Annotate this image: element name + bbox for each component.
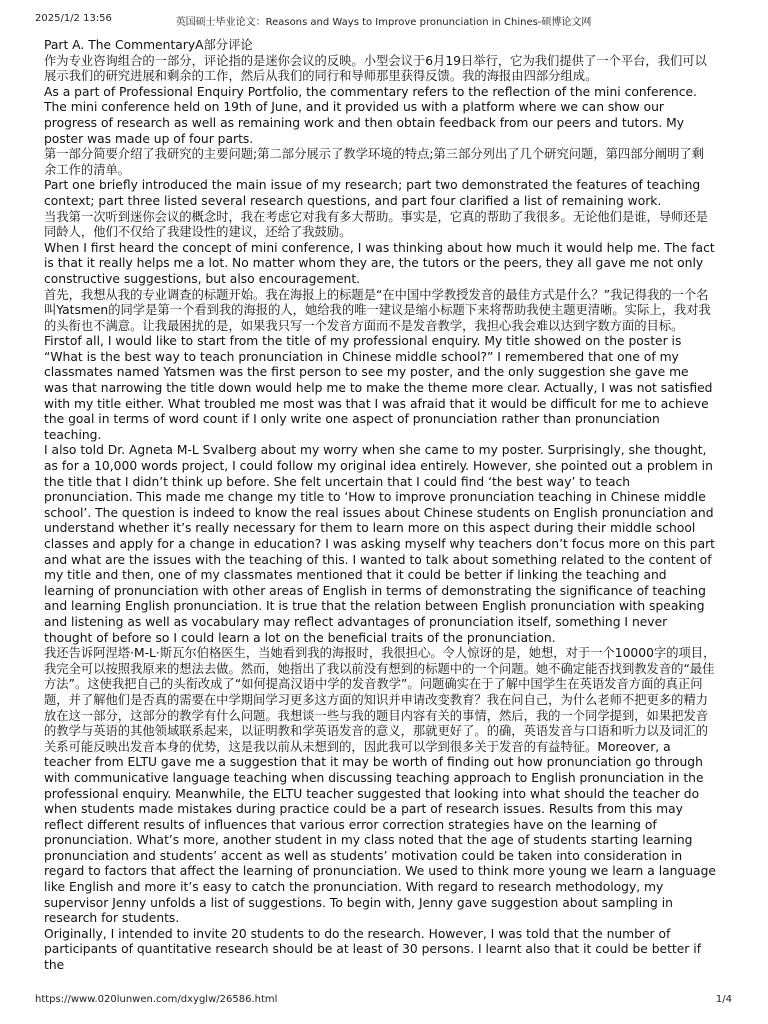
print-header bbox=[35, 13, 732, 27]
paragraph-zh: 第一部分简要介绍了我研究的主要问题;第二部分展示了教学环境的特点;第三部分列出了几个研究问题，第四部分阐明了剩余工作的清单。 bbox=[44, 147, 705, 177]
paragraph-en: Part one briefly introduced the main issue of my research; part two demonstrated the features of teaching context; part three listed several research questions, and part four clarified a list of remaining work. bbox=[44, 178, 701, 208]
article-body bbox=[44, 38, 716, 974]
page-number: 1/4 bbox=[715, 994, 732, 1005]
paragraph-en: I also told Dr. Agneta M-L Svalberg about my worry when she came to my poster. Surprisingly, she thought, as for a 10,000 words project, I could follow my original idea entirely. However, she pointed out a problem in the title that I didn’t think up before. She felt uncertain that I could find ‘the best way’ to teach pronunciation. This made me change my title to ‘How to improve pronunciation teaching in Chinese middle school’. The question is indeed to know the real issues about Chinese students on English pronunciation and understand whether it’s really necessary for them to learn more on this aspect during their middle school classes and apply for a change in education? I was asking myself why teachers don’t focus more on this part and what are the issues with the teaching of this. I wanted to talk about something related to the content of my title and then, one of my classmates mentioned that it could be better if linking the teaching and learning of pronunciation with other areas of English in terms of demonstrating the significance of teaching and learning English pronunciation. It is true that the relation between English pronunciation with speaking and listening as well as vocabulary may reflect advantages of pronunciation itself, something I never thought of before so I could learn a lot on the beneficial traits of the pronunciation. bbox=[44, 443, 715, 645]
paragraph-zh: 作为专业咨询组合的一部分，评论指的是迷你会议的反映。小型会议于6月19日举行，它为我们提供了一个平台，我们可以展示我们的研究进展和剩余的工作，然后从我们的同行和导师那里获得反馈。我的海报由四部分组成。 bbox=[44, 53, 707, 84]
paragraph-mixed: 首先，我想从我的专业调查的标题开始。我在海报上的标题是“在中国中学教授发音的最佳方式是什么？”我记得我的一个名叫Yatsmen的同学是第一个看到我的海报的人，她给我的唯一建议是缩小标题下来将帮助我使主题更清晰。实际上，我对我的头衔也不满意。让我最困扰的是，如果我只写一个发音方面而不是发音教学，我担心我会难以达到字数方面的目标。Firstof all, I would like to start from the title of my professional enquiry. My title showed on the poster is “What is the best way to teach pronunciation in Chinese middle school?” I remembered that one of my classmates named Yatsmen was the first person to see my poster, and the only suggestion she gave me was that narrowing the title down would help me to make the theme more clear. Actually, I was not satisfied with my title either. What troubled me most was that I was afraid that it would be difficult for me to achieve the goal in terms of word count if I only write one aspect of pronunciation rather than pronunciation teaching. bbox=[44, 287, 713, 442]
section-heading: Part A. The CommentaryA部分评论 bbox=[44, 38, 253, 52]
paragraph-en: Originally, I intended to invite 20 students to do the research. However, I was told that the number of participants of quantitative research should be at least of 30 persons. I learnt also that it could be better if the bbox=[44, 926, 702, 973]
paragraph-en: As a part of Professional Enquiry Portfolio, the commentary refers to the reflection of the mini conference. The mini conference held on 19th of June, and it provided us with a platform where we can show our progress of research as well as remaining work and then obtain feedback from our peers and tutors. My poster was made up of four parts. bbox=[44, 84, 697, 146]
paragraph-mixed: 我还告诉阿涅塔·M-L·斯瓦尔伯格医生，当她看到我的海报时，我很担心。令人惊讶的是，她想，对于一个10000字的项目，我完全可以按照我原来的想法去做。然而，她指出了我以前没有想到的标题中的一个问题。她不确定能否找到教发音的“最佳方法”。这使我把自己的头衔改成了“如何提高汉语中学的发音教学”。问题确实在于了解中国学生在英语发音方面的真正问题，并了解他们是否真的需要在中学期间学习更多这方面的知识并申请改变教育？我在问自己，为什么老师不把更多的精力放在这一部分，这部分的教学有什么问题。我想谈一些与我的题目内容有关的事情，然后，我的一个同学提到，如果把发音的教学与英语的其他领域联系起来，以证明教和学英语发音的意义，那就更好了。的确，英语发音与口语和听力以及词汇的关系可能反映出发音本身的优势，这是我以前从未想到的，因此我可以学到很多关于发音的有益特征。Moreover, a teacher from ELTU gave me a suggestion that it may be worth of finding out how pronunciation go through with communicative language teaching when discussing teaching approach to English pronunciation in the professional enquiry. Meanwhile, the ELTU teacher suggested that looking into what should the teacher do when students made mistakes during practice could be a part of research issues. Results from this may reflect different results of influences that various error correction strategies have on the learning of pronunciation. What’s more, another student in my class noted that the age of students starting learning pronunciation and students’ accent as well as students’ motivation could be taken into consideration in regard to factors that affect the learning of pronunciation. We used to think more young we learn a language like English and more it’s easy to catch the pronunciation. With regard to research methodology, my supervisor Jenny unfolds a list of suggestions. To begin with, Jenny gave suggestion about sampling in research for students. bbox=[44, 646, 716, 926]
print-datetime: 2025/1/2 13:56 bbox=[35, 13, 112, 24]
paragraph-en: When I first heard the concept of mini conference, I was thinking about how much it would help me. The fact is that it really helps me a lot. No matter whom they are, the tutors or the peers, they all gave me not only constructive suggestions, but also encouragement. bbox=[44, 240, 715, 286]
paragraph-zh: 当我第一次听到迷你会议的概念时，我在考虑它对我有多大帮助。事实是，它真的帮助了我很多。无论他们是谁，导师还是同龄人，他们不仅给了我建设性的建议，还给了我鼓励。 bbox=[44, 209, 709, 240]
page-url[interactable]: https://www.020lunwen.com/dxyglw/26586.html bbox=[35, 994, 278, 1005]
print-page-title: 英国硕士毕业论文：Reasons and Ways to Improve pronunciation in Chines-硕博论文网 bbox=[175, 17, 592, 28]
print-footer bbox=[35, 994, 732, 1008]
